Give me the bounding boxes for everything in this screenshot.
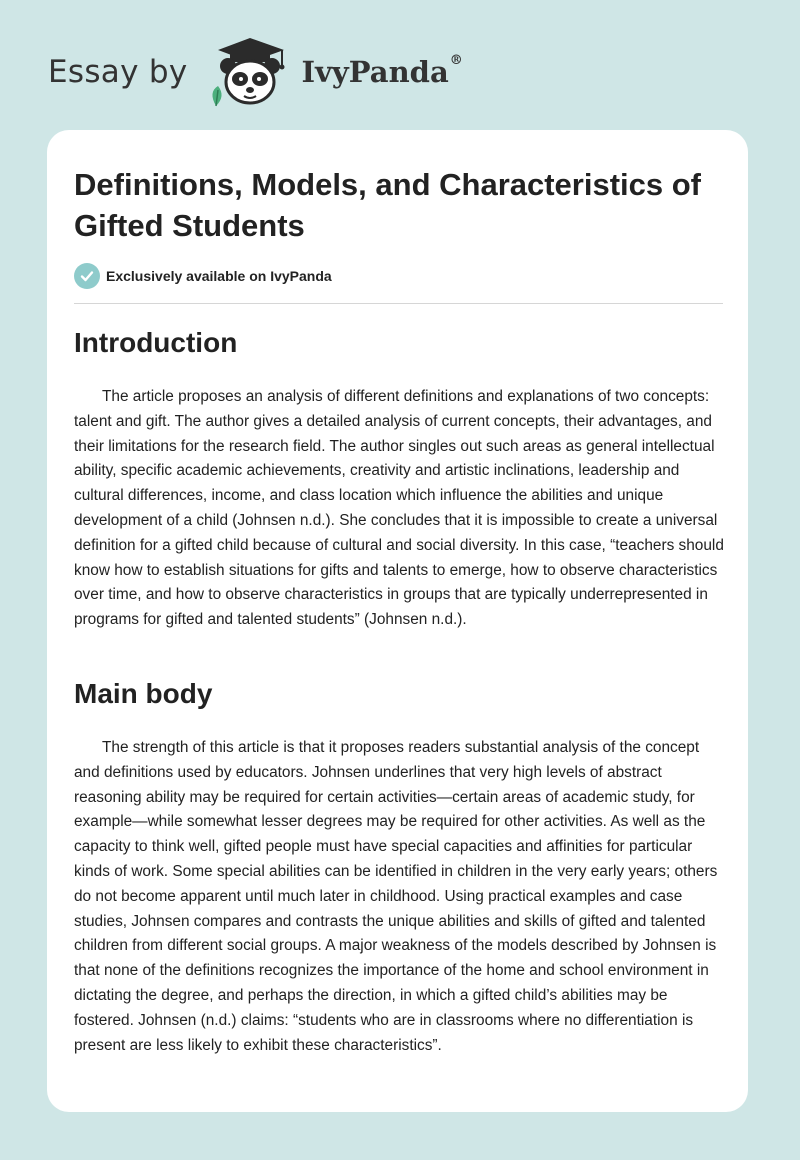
exclusive-badge xyxy=(74,263,332,289)
essay-by-label: Essay by xyxy=(48,54,188,90)
check-icon xyxy=(74,263,100,289)
title-divider xyxy=(74,303,723,304)
brand-name[interactable] xyxy=(302,55,463,89)
panda-graduate-icon[interactable] xyxy=(204,36,296,108)
exclusive-badge-label: Exclusively available on IvyPanda xyxy=(106,268,332,284)
registered-mark: ® xyxy=(449,53,463,68)
article-title: Definitions, Models, and Characteristics of Gifted Students xyxy=(74,167,702,243)
section-heading-introduction: Introduction xyxy=(74,327,238,358)
brand-name-text: IvyPanda xyxy=(301,55,449,89)
section-paragraph-introduction: The article proposes an analysis of different definitions and explanations of two concepts: talent and gift. The author gives a detailed analysis of current concepts, their advantages, and their limitations for the research field. The author singles out such areas as general intellectual ability, specific academic achievements, creativity and artistic inclinations, leadership and cultural differences, income, and class location which influence the abilities and unique development of a child (Johnsen n.d.). She concludes that it is impossible to create a universal definition for a gifted child because of cultural and social diversity. In this case, “teachers should know how to establish situations for gifts and talents to emerge, how to observe characteristics over time, and how to observe characteristics in groups that are typically underrepresented in programs for gifted and talented students” (Johnsen n.d.). xyxy=(74,388,724,629)
section-heading-main-body: Main body xyxy=(74,678,213,709)
section-paragraph-main-body: The strength of this article is that it proposes readers substantial analysis of the concept and definitions used by educators. Johnsen underlines that very high levels of abstract reasoning ability may be required for certain activities—certain areas of academic study, for example—while somewhat lesser degrees may be required for other activities. As well as the capacity to think well, gifted people must have special capacities and affinities for particular kinds of work. Some special abilities can be identified in children in the very early years; others do not become apparent until much later in childhood. Using practical examples and case studies, Johnsen compares and contrasts the unique abilities and skills of gifted and talented children from different social groups. A major weakness of the models described by Johnsen is that none of the definitions recognizes the importance of the home and school environment in dictating the degree, and perhaps the direction, in which a gifted child’s abilities may be fostered. Johnsen (n.d.) claims: “students who are in classrooms where no differentiation is present are less likely to exhibit these characteristics”. xyxy=(74,739,718,1054)
article-card xyxy=(47,130,748,1112)
site-header xyxy=(48,36,463,108)
